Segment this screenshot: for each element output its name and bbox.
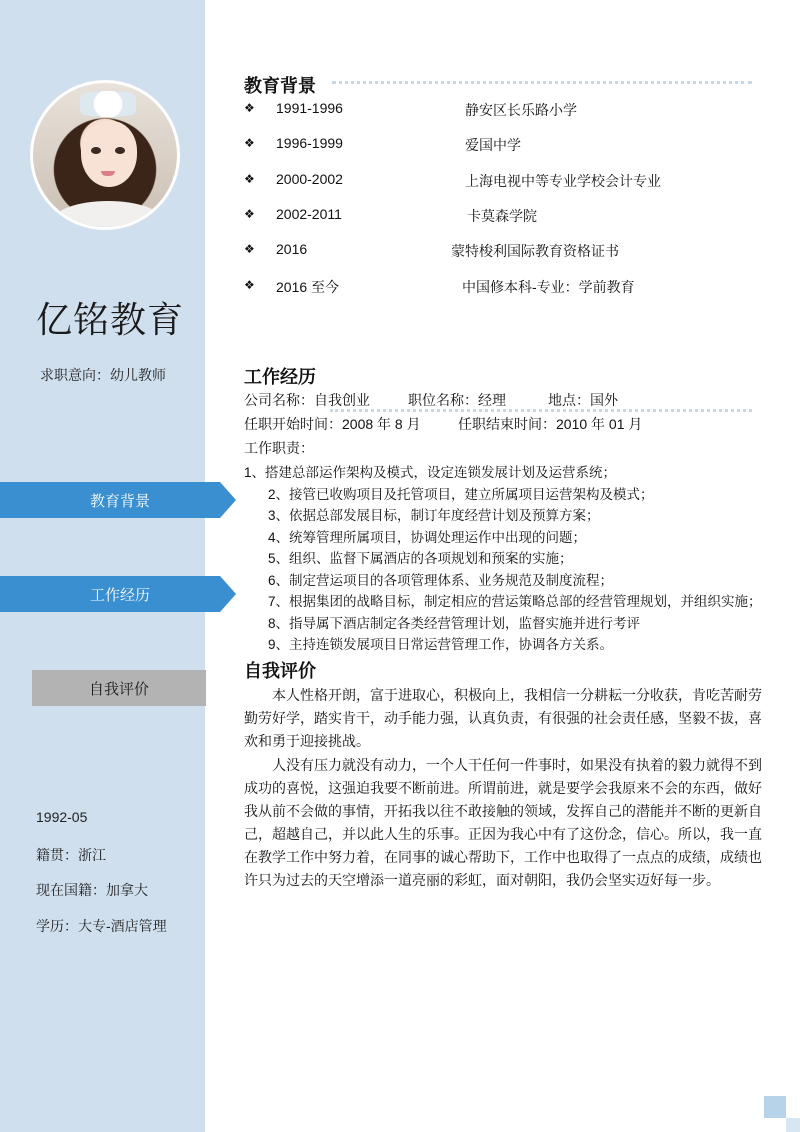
- duty-item: 4、统筹管理所属项目，协调处理运作中出现的问题；: [268, 530, 587, 545]
- bullet-icon: ❖: [244, 242, 255, 256]
- tab-work-label: 工作经历: [89, 586, 150, 604]
- education-year: 2016: [276, 241, 308, 257]
- corner-decoration-small: [786, 1118, 800, 1132]
- education-school: 上海电视中等专业学校会计专业: [465, 173, 661, 189]
- avatar-face: [81, 121, 137, 187]
- education-year: 2002-2011: [276, 206, 342, 222]
- education-row: [244, 206, 764, 226]
- nationality: 现在国籍：加拿大: [36, 882, 148, 898]
- birth-date: 1992-05: [36, 809, 88, 825]
- education-year: 2000-2002: [276, 171, 343, 187]
- tab-self-label: 自我评价: [88, 680, 149, 698]
- tab-work-experience[interactable]: [0, 576, 220, 612]
- tab-education[interactable]: [0, 482, 220, 518]
- position-name: 职位名称：经理: [408, 392, 506, 408]
- education-school: 爱国中学: [465, 137, 521, 153]
- avatar-shoulders: [53, 201, 163, 230]
- bullet-icon: ❖: [244, 136, 255, 150]
- corner-decoration: [764, 1096, 786, 1118]
- education-row: [244, 135, 764, 155]
- tab-self-evaluation[interactable]: [32, 670, 206, 706]
- self-eval-paragraph: 人没有压力就没有动力，一个人干任何一件事时，如果没有执着的毅力就得不到成功的喜悦，这强迫我要不断前进。所谓前进，就是要学会我原来不会的东西，做好我从前不会做的事情，开拓我以往不敢接触的领域，发挥自己的潜能并不断的更新自己，超越自己，并以此人生的乐事。正因为我心中有了这份念，信心。所以，我一直在教学工作中努力着，在同事的诚心帮助下，工作中也取得了一点点的成绩，成绩也许只为过去的天空增添一道亮丽的彩虹，面对朝阳，我仍会坚实迈好每一步。: [244, 757, 762, 888]
- native-place: 籍贯：浙江: [36, 847, 106, 863]
- bullet-icon: ❖: [244, 172, 255, 186]
- education-row: [244, 277, 764, 297]
- duty-item: 9、主持连锁发展项目日常运营管理工作，协调各方关系。: [268, 637, 614, 652]
- education-row: [244, 241, 764, 261]
- tab-education-label: 教育背景: [89, 492, 150, 510]
- bullet-icon: ❖: [244, 101, 255, 115]
- education-year: 1991-1996: [276, 100, 343, 116]
- education-school: 静安区长乐路小学: [465, 102, 577, 118]
- bullet-icon: ❖: [244, 278, 255, 292]
- candidate-name: 亿铭教育: [36, 299, 185, 340]
- duty-item: 8、指导属下酒店制定各类经营管理计划，监督实施并进行考评: [268, 616, 641, 631]
- avatar: [30, 80, 180, 230]
- education-school: 蒙特梭利国际教育资格证书: [451, 243, 619, 259]
- education-title: 教育背景: [244, 76, 316, 96]
- duties-label: 工作职责：: [244, 440, 314, 456]
- end-date: 任职结束时间：2010 年 01 月: [458, 416, 643, 432]
- duty-item: 6、制定营运项目的各项管理体系、业务规范及制度流程；: [268, 573, 614, 588]
- job-intent: 求职意向：幼儿教师: [40, 367, 166, 383]
- education-divider: [332, 81, 752, 84]
- start-date: 任职开始时间：2008 年 8 月: [244, 416, 421, 432]
- duty-item: 5、组织、监督下属酒店的各项规划和预案的实施；: [268, 551, 573, 566]
- bullet-icon: ❖: [244, 207, 255, 221]
- education-row: [244, 100, 764, 120]
- self-eval-paragraph: 本人性格开朗，富于进取心，积极向上，我相信一分耕耘一分收获，肯吃苦耐劳勤劳好学，踏实肯干，动手能力强，认真负责，有很强的社会责任感，坚毅不拔，喜欢和勇于迎接挑战。: [244, 687, 762, 749]
- education-row: [244, 171, 764, 191]
- duty-item: 1、搭建总部运作架构及模式，设定连锁发展计划及运营系统；: [244, 465, 617, 480]
- avatar-eye-left: [91, 147, 101, 154]
- avatar-hairband: [63, 91, 153, 117]
- education-year: 1996-1999: [276, 135, 343, 151]
- avatar-eye-right: [115, 147, 125, 154]
- education-year: 2016 至今: [276, 279, 340, 295]
- duty-item: 3、依据总部发展目标，制订年度经营计划及预算方案；: [268, 508, 600, 523]
- work-divider: [330, 409, 752, 412]
- company-name: 公司名称：自我创业: [244, 392, 370, 408]
- self-eval-title: 自我评价: [244, 661, 316, 681]
- work-location: 地点：国外: [548, 392, 618, 408]
- duty-item: 7、根据集团的战略目标，制定相应的营运策略总部的经营管理规划，并组织实施；: [268, 594, 762, 609]
- duty-item: 2、接管已收购项目及托管项目，建立所属项目运营架构及模式；: [268, 487, 654, 502]
- education-school: 中国修本科-专业：学前教育: [462, 279, 635, 295]
- work-title: 工作经历: [244, 367, 316, 387]
- education-level: 学历：大专-酒店管理: [36, 918, 167, 934]
- education-school: 卡莫森学院: [467, 208, 537, 224]
